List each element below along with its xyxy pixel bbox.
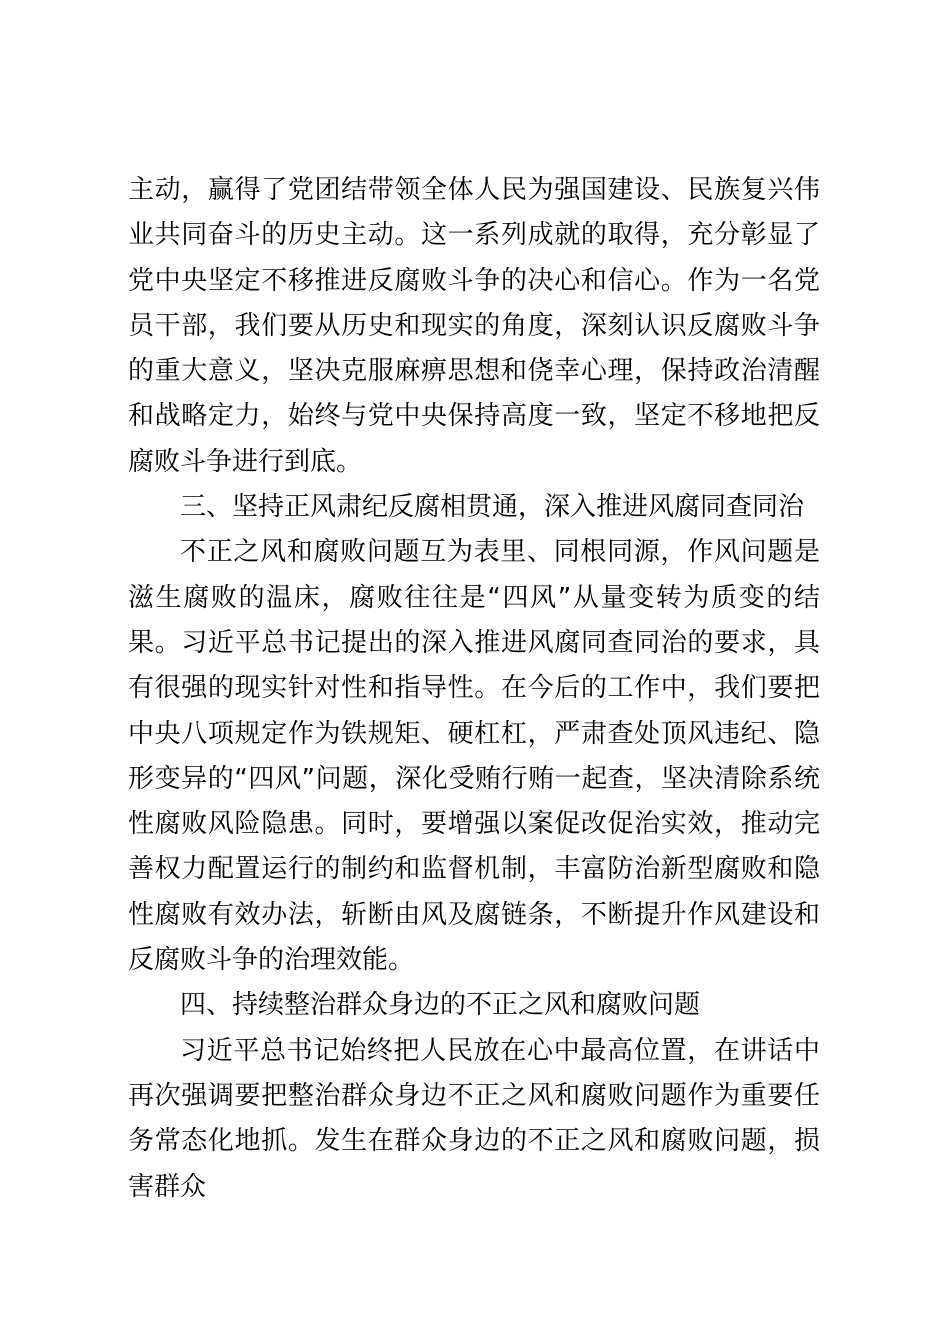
document-body [128, 168, 820, 1210]
section-heading-three: 三、坚持正风肃纪反腐相贯通，深入推进风腐同查同治 [180, 492, 805, 523]
paragraph-section-three: 不正之风和腐败问题互为表里、同根同源，作风问题是滋生腐败的温床，腐败往往是“四风”从量变转为质变的结果。习近平总书记提出的深入推进风腐同查同治的要求，具有很强的现实针对性和指导性。在今后的工作中，我们要把中央八项规定作为铁规矩、硬杠杠，严肃查处顶风违纪、隐形变异的“四风”问题，深化受贿行贿一起查，坚决清除系统性腐败风险隐患。同时，要增强以案促改促治实效，推动完善权力配置运行的制约和监督机制，丰富防治新型腐败和隐性腐败有效办法，斩断由风及腐链条，不断提升作风建设和反腐败斗争的治理效能。 [128, 537, 820, 976]
paragraph-continued: 主动，赢得了党团结带领全体人民为强国建设、民族复兴伟业共同奋斗的历史主动。这一系列成就的取得，充分彰显了党中央坚定不移推进反腐败斗争的决心和信心。作为一名党员干部，我们要从历史和现实的角度，深刻认识反腐败斗争的重大意义，坚决克服麻痹思想和侥幸心理，保持政治清醒和战略定力，始终与党中央保持高度一致，坚定不移地把反腐败斗争进行到底。 [128, 175, 820, 477]
paragraph-section-four: 习近平总书记始终把人民放在心中最高位置，在讲话中再次强调要把整治群众身边不正之风和腐败问题作为重要任务常态化地抓。发生在群众身边的不正之风和腐败问题，损害群众 [128, 1035, 820, 1202]
section-heading-four: 四、持续整治群众身边的不正之风和腐败问题 [180, 990, 701, 1021]
